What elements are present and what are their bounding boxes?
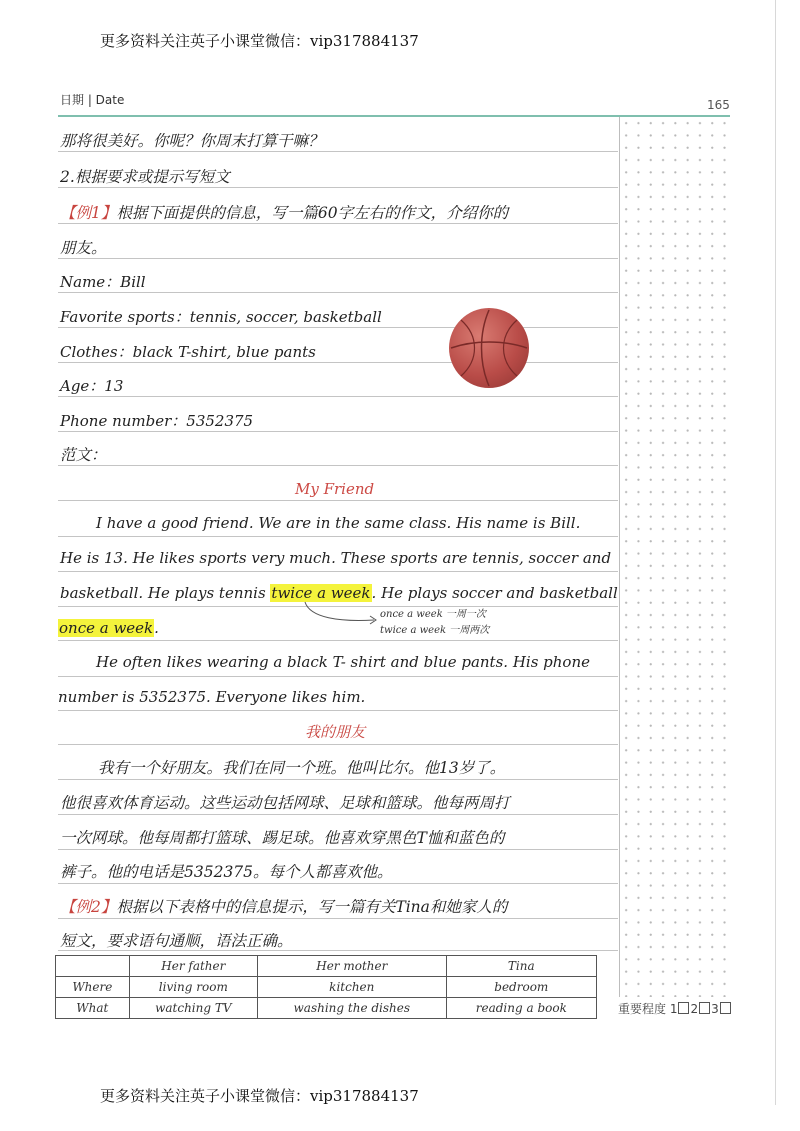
importance-1: 1	[669, 1002, 678, 1016]
highlight-once-a-week: once a week	[59, 619, 154, 637]
example-2-text: 根据以下表格中的信息提示，写一篇有关Tina和她家人的	[116, 898, 508, 916]
watermark-bottom: 更多资料关注英子小课堂微信：vip317884137	[100, 1087, 419, 1105]
example-1-tag: 【例1】	[60, 204, 117, 222]
info-phone: Phone number：5352375	[60, 412, 254, 430]
essay-line: number is 5352375. Everyone likes him.	[58, 688, 366, 706]
checkbox-3[interactable]	[720, 1002, 731, 1014]
chinese-essay-line: 我有一个好朋友。我们在同一个班。他叫比尔。他13岁了。	[98, 759, 506, 777]
ruled-line	[58, 187, 618, 188]
essay-text: . He plays soccer and basketball	[371, 584, 618, 602]
table-cell: living room	[129, 977, 257, 998]
ruled-line	[58, 849, 618, 850]
ruled-line	[58, 431, 618, 432]
ruled-line	[58, 676, 618, 677]
table-cell: reading a book	[446, 998, 596, 1019]
ruled-line	[58, 744, 618, 745]
page-number: 165	[707, 98, 730, 112]
essay-line: I have a good friend. We are in the same class. His name is Bill.	[96, 514, 581, 532]
table-cell: kitchen	[258, 977, 447, 998]
ruled-line	[58, 814, 618, 815]
chinese-essay-line: 一次网球。他每周都打篮球、踢足球。他喜欢穿黑色T恤和蓝色的	[60, 829, 505, 847]
annotation-arrow-icon	[300, 600, 380, 630]
ruled-line	[58, 536, 618, 537]
table-cell: What	[56, 998, 130, 1019]
table-cell: washing the dishes	[258, 998, 447, 1019]
table-cell	[56, 956, 130, 977]
ruled-line	[58, 465, 618, 466]
essay-text: .	[154, 619, 159, 637]
text-line-1: 那将很美好。你呢？你周末打算干嘛？	[60, 132, 324, 150]
importance-3: 3	[711, 1002, 719, 1016]
example-1-text: 根据下面提供的信息，写一篇60字左右的作文，介绍你的	[116, 204, 509, 222]
ruled-line	[58, 292, 618, 293]
table-cell: watching TV	[129, 998, 257, 1019]
example-1-prompt	[60, 201, 508, 223]
info-table	[55, 955, 597, 1019]
info-name: Name：Bill	[60, 273, 146, 291]
table-cell: Tina	[446, 956, 596, 977]
date-label: 日期 | Date	[60, 93, 125, 107]
ruled-line	[58, 779, 618, 780]
page-edge	[775, 0, 776, 1105]
ruled-line	[58, 640, 618, 641]
sample-label: 范文：	[60, 446, 107, 464]
ruled-line	[58, 883, 618, 884]
ruled-line	[58, 571, 618, 572]
example-2-tag: 【例2】	[60, 898, 117, 916]
info-sports: Favorite sports：tennis, soccer, basketball	[60, 308, 382, 326]
table-row	[56, 998, 597, 1019]
ruled-line	[58, 258, 618, 259]
example-2-prompt-cont: 短文，要求语句通顺，语法正确。	[60, 932, 293, 950]
table-row	[56, 977, 597, 998]
table-cell: Her father	[129, 956, 257, 977]
info-clothes: Clothes：black T-shirt, blue pants	[60, 343, 316, 361]
ruled-line	[58, 500, 618, 501]
chinese-essay-title: 我的朋友	[305, 723, 366, 741]
info-age: Age：13	[60, 377, 124, 395]
section-heading: 2.根据要求或提示写短文	[60, 168, 230, 186]
importance-label: 重要程度	[618, 1002, 667, 1016]
essay-text: basketball. He plays tennis	[60, 584, 271, 602]
ruled-line	[58, 151, 618, 152]
example-2-prompt	[60, 895, 507, 917]
essay-line: He often likes wearing a black T- shirt and blue pants. His phone	[96, 653, 590, 671]
example-1-prompt-cont: 朋友。	[60, 239, 107, 257]
chinese-essay-line: 他很喜欢体育运动。这些运动包括网球、足球和篮球。他每两周打	[60, 794, 510, 812]
watermark-top: 更多资料关注英子小课堂微信：vip317884137	[100, 32, 419, 50]
table-cell: Where	[56, 977, 130, 998]
ruled-line	[58, 396, 618, 397]
essay-line	[58, 619, 159, 637]
ruled-line	[58, 362, 618, 363]
importance-2: 2	[690, 1002, 699, 1016]
ruled-line	[58, 327, 618, 328]
essay-line: He is 13. He likes sports very much. These sports are tennis, soccer and	[60, 549, 612, 567]
ruled-line	[58, 918, 618, 919]
table-cell: bedroom	[446, 977, 596, 998]
checkbox-1[interactable]	[678, 1002, 689, 1014]
highlight-twice-a-week: twice a week	[271, 584, 371, 602]
chinese-essay-line: 裤子。他的电话是5352375。每个人都喜欢他。	[60, 863, 393, 881]
basketball-icon	[449, 308, 529, 388]
english-essay-title: My Friend	[295, 480, 375, 498]
ruled-line	[58, 223, 618, 224]
checkbox-2[interactable]	[699, 1002, 710, 1014]
table-cell: Her mother	[258, 956, 447, 977]
ruled-line	[58, 710, 618, 711]
importance-rating	[618, 1000, 732, 1017]
note-once-a-week: once a week 一周一次	[380, 609, 486, 620]
table-header-row	[56, 956, 597, 977]
note-twice-a-week: twice a week 一周两次	[380, 625, 490, 636]
dotted-notes-column	[619, 117, 731, 997]
